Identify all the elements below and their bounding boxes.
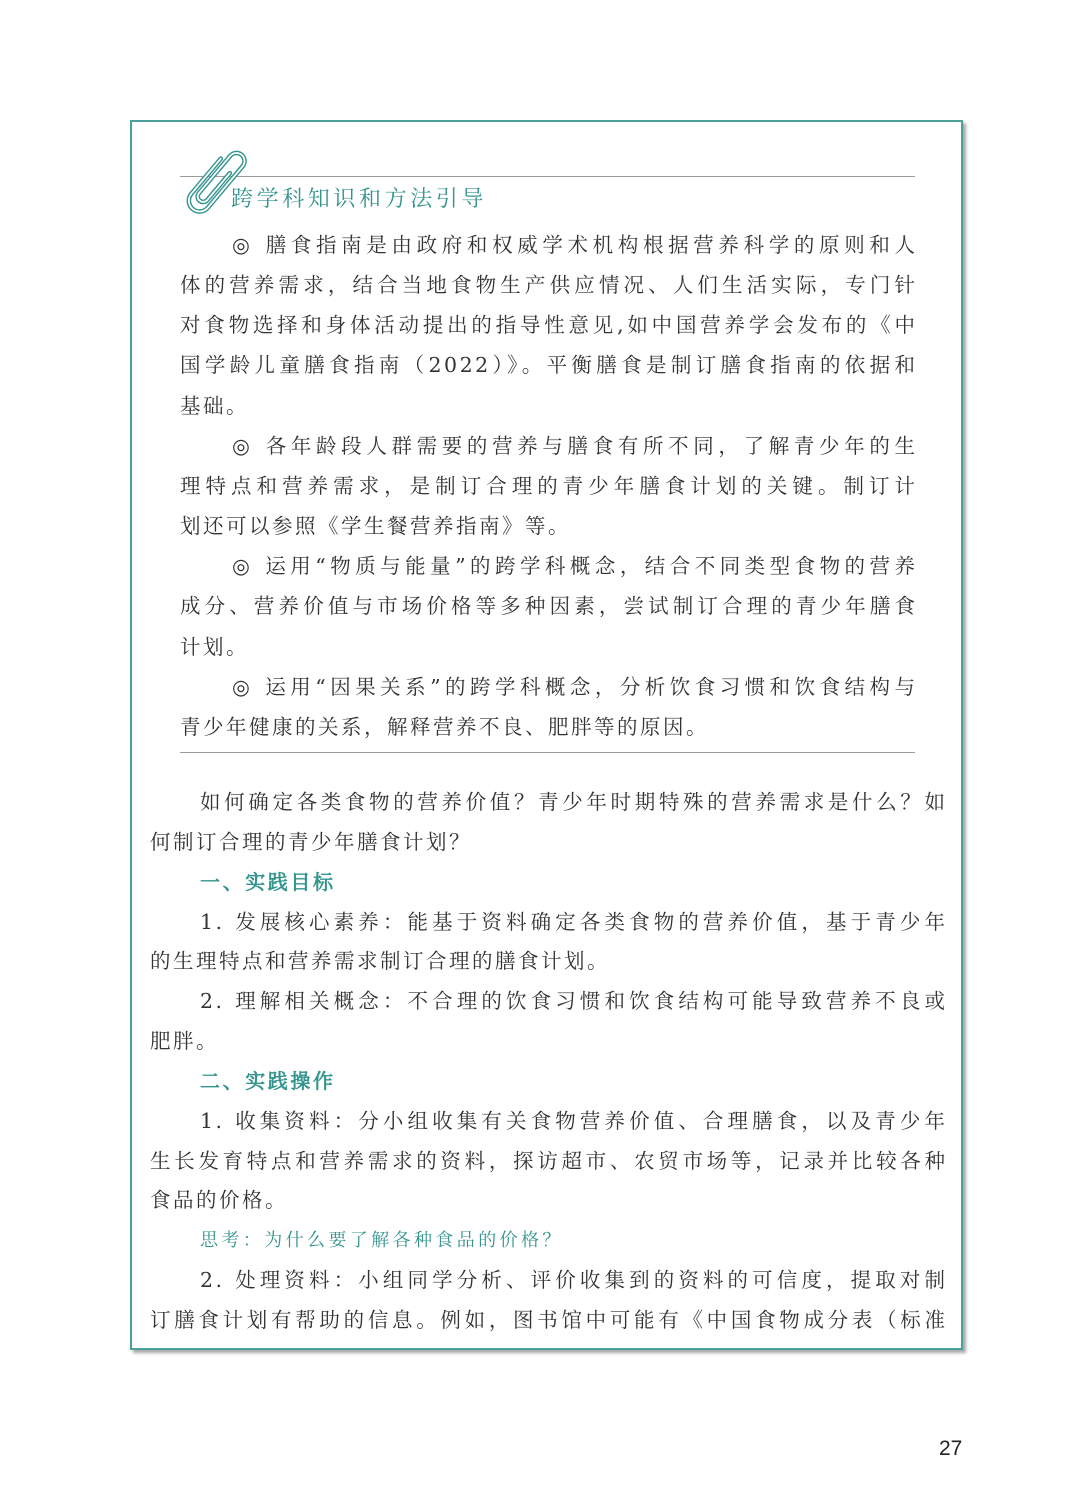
text-line: ◎ 膳食指南是由政府和权威学术机构根据营养科学的原则和人 bbox=[232, 233, 918, 257]
text-line: 对食物选择和身体活动提出的指导性意见,如中国营养学会发布的《中 bbox=[180, 313, 918, 338]
knowledge-box-body bbox=[180, 225, 918, 747]
text-line: 1. 发展核心素养：能基于资料确定各类食物的营养价值，基于青少年 bbox=[200, 909, 948, 934]
text-line: 成分、营养价值与市场价格等多种因素，尝试制订合理的青少年膳食 bbox=[180, 594, 918, 619]
section-heading-practice-goals: 一、实践目标 bbox=[200, 869, 336, 894]
box-top-divider bbox=[180, 176, 915, 177]
goal-item-core-literacy bbox=[150, 903, 948, 983]
text-line: 的生理特点和营养需求制订合理的膳食计划。 bbox=[150, 949, 610, 974]
operation-item-process-data bbox=[150, 1261, 948, 1341]
text-line: 2. 处理资料：小组同学分析、评价收集到的资料的可信度，提取对制 bbox=[200, 1268, 948, 1293]
text-line: 体的营养需求，结合当地食物生产供应情况、人们生活实际，专门针 bbox=[180, 273, 918, 298]
text-line: ◎ 运用“因果关系”的跨学科概念，分析饮食习惯和饮食结构与 bbox=[232, 674, 918, 699]
text-line: ◎ 各年龄段人群需要的营养与膳食有所不同，了解青少年的生 bbox=[232, 433, 918, 458]
text-line: 1. 收集资料：分小组收集有关食物营养价值、合理膳食，以及青少年 bbox=[200, 1108, 948, 1133]
text-line: 2. 理解相关概念：不合理的饮食习惯和饮食结构可能导致营养不良或 bbox=[200, 989, 948, 1014]
knowledge-paragraph-cause-effect bbox=[180, 667, 918, 747]
text-line: 何制订合理的青少年膳食计划？ bbox=[150, 829, 472, 854]
text-line: 生长发育特点和营养需求的资料，探访超市、农贸市场等，记录并比较各种 bbox=[150, 1148, 948, 1173]
section-heading-practice-operations: 二、实践操作 bbox=[200, 1068, 336, 1093]
operation-item-collect-data bbox=[150, 1102, 948, 1222]
text-line: 青少年健康的关系，解释营养不良、肥胖等的原因。 bbox=[180, 714, 709, 739]
text-line: 肥胖。 bbox=[150, 1029, 219, 1054]
text-line: 食品的价格。 bbox=[150, 1188, 288, 1213]
text-line: 计划。 bbox=[180, 634, 249, 659]
text-line: ◎ 运用“物质与能量”的跨学科概念，结合不同类型食物的营养 bbox=[232, 554, 918, 579]
text-line: 划还可以参照《学生餐营养指南》等。 bbox=[180, 514, 571, 539]
text-line: 基础。 bbox=[180, 393, 249, 418]
goal-item-related-concepts bbox=[150, 982, 948, 1062]
main-body bbox=[150, 783, 948, 1341]
text-line: 订膳食计划有帮助的信息。例如，图书馆中可能有《中国食物成分表（标准 bbox=[150, 1307, 948, 1332]
knowledge-paragraph-age-groups bbox=[180, 426, 918, 546]
page-number: 27 bbox=[939, 1437, 963, 1460]
intro-paragraph bbox=[150, 783, 948, 863]
text-line: 如何确定各类食物的营养价值？青少年时期特殊的营养需求是什么？如 bbox=[200, 790, 948, 814]
knowledge-paragraph-dietary-guidelines bbox=[180, 225, 918, 426]
text-line: 理特点和营养需求，是制订合理的青少年膳食计划的关键。制订计 bbox=[180, 473, 918, 498]
text-line: 国学龄儿童膳食指南（2022）》。平衡膳食是制订膳食指南的依据和 bbox=[180, 353, 918, 378]
knowledge-box-title: 跨学科知识和方法引导 bbox=[231, 187, 488, 212]
knowledge-paragraph-matter-energy bbox=[180, 546, 918, 666]
think-prompt: 思考：为什么要了解各种食品的价格？ bbox=[200, 1230, 564, 1252]
box-bottom-divider bbox=[180, 752, 915, 753]
